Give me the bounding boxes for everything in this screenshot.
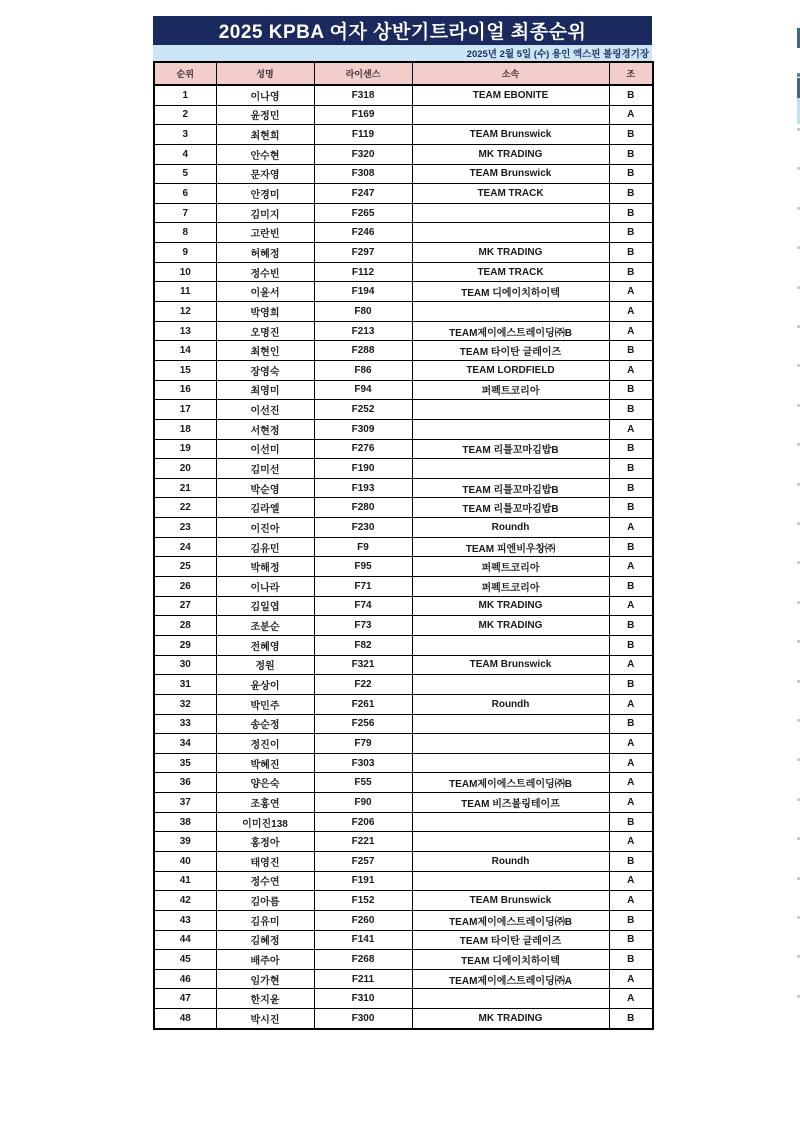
group-cell: B [609, 341, 653, 361]
table-row [154, 812, 653, 832]
name-cell: 이진아 [216, 518, 314, 538]
table-row [154, 498, 653, 518]
rank-cell: 42 [154, 891, 216, 911]
team-cell: TEAM Brunswick [412, 125, 609, 145]
team-cell: TEAM제이에스트레이딩㈜A [412, 969, 609, 989]
group-cell: B [609, 223, 653, 243]
team-cell: MK TRADING [412, 1009, 609, 1029]
name-cell: 허혜정 [216, 243, 314, 263]
group-cell: B [609, 243, 653, 263]
team-cell [412, 714, 609, 734]
license-cell: F119 [314, 125, 412, 145]
name-cell: 윤정민 [216, 105, 314, 125]
name-cell: 최영미 [216, 380, 314, 400]
rank-cell: 1 [154, 85, 216, 105]
team-cell: TEAM Brunswick [412, 891, 609, 911]
rank-cell: 29 [154, 635, 216, 655]
rank-cell: 16 [154, 380, 216, 400]
group-cell: A [609, 655, 653, 675]
license-cell: F276 [314, 439, 412, 459]
table-row [154, 518, 653, 538]
name-cell: 정수빈 [216, 262, 314, 282]
license-cell: F247 [314, 184, 412, 204]
rank-cell: 33 [154, 714, 216, 734]
license-cell: F260 [314, 910, 412, 930]
name-cell: 조분순 [216, 616, 314, 636]
name-cell: 전혜영 [216, 635, 314, 655]
rank-cell: 37 [154, 793, 216, 813]
group-cell: A [609, 321, 653, 341]
rank-cell: 8 [154, 223, 216, 243]
name-cell: 김라엘 [216, 498, 314, 518]
license-cell: F213 [314, 321, 412, 341]
license-cell: F280 [314, 498, 412, 518]
license-cell: F310 [314, 989, 412, 1009]
table-row [154, 1009, 653, 1029]
license-cell: F268 [314, 950, 412, 970]
rank-cell: 43 [154, 910, 216, 930]
rank-cell: 7 [154, 203, 216, 223]
rank-cell: 28 [154, 616, 216, 636]
team-cell [412, 675, 609, 695]
team-cell: TEAM TRACK [412, 184, 609, 204]
license-cell: F71 [314, 577, 412, 597]
name-cell: 태영진 [216, 851, 314, 871]
license-cell: F74 [314, 596, 412, 616]
rank-cell: 10 [154, 262, 216, 282]
name-cell: 서현정 [216, 419, 314, 439]
table-row [154, 616, 653, 636]
name-cell: 김미지 [216, 203, 314, 223]
table-row [154, 262, 653, 282]
license-cell: F193 [314, 478, 412, 498]
rank-cell: 21 [154, 478, 216, 498]
group-cell: A [609, 793, 653, 813]
rank-cell: 41 [154, 871, 216, 891]
group-cell: B [609, 537, 653, 557]
team-cell: TEAM 디에이치하이텍 [412, 950, 609, 970]
group-cell: A [609, 989, 653, 1009]
name-cell: 양은숙 [216, 773, 314, 793]
rank-cell: 30 [154, 655, 216, 675]
rank-cell: 18 [154, 419, 216, 439]
group-cell: A [609, 360, 653, 380]
name-cell: 조홍연 [216, 793, 314, 813]
name-cell: 안경미 [216, 184, 314, 204]
license-cell: F308 [314, 164, 412, 184]
header-team: 소속 [412, 62, 609, 85]
group-cell: A [609, 871, 653, 891]
rank-cell: 36 [154, 773, 216, 793]
team-cell: TEAM TRACK [412, 262, 609, 282]
license-cell: F261 [314, 694, 412, 714]
group-cell: B [609, 675, 653, 695]
group-cell: B [609, 400, 653, 420]
table-row [154, 655, 653, 675]
name-cell: 이윤서 [216, 282, 314, 302]
table-row [154, 714, 653, 734]
name-cell: 박혜진 [216, 753, 314, 773]
license-cell: F221 [314, 832, 412, 852]
license-cell: F300 [314, 1009, 412, 1029]
name-cell: 정진이 [216, 734, 314, 754]
group-cell: A [609, 557, 653, 577]
table-row [154, 753, 653, 773]
group-cell: B [609, 930, 653, 950]
group-cell: B [609, 577, 653, 597]
rank-cell: 11 [154, 282, 216, 302]
name-cell: 정수연 [216, 871, 314, 891]
group-cell: B [609, 164, 653, 184]
header-rank: 순위 [154, 62, 216, 85]
team-cell [412, 203, 609, 223]
license-cell: F230 [314, 518, 412, 538]
table-row [154, 675, 653, 695]
rank-cell: 4 [154, 144, 216, 164]
team-cell: TEAM 디에이치하이텍 [412, 282, 609, 302]
name-cell: 박영희 [216, 302, 314, 322]
group-cell: B [609, 910, 653, 930]
table-row [154, 380, 653, 400]
group-cell: A [609, 518, 653, 538]
table-row [154, 302, 653, 322]
team-cell [412, 459, 609, 479]
table-row [154, 360, 653, 380]
name-cell: 김아름 [216, 891, 314, 911]
team-cell: Roundh [412, 518, 609, 538]
table-row [154, 950, 653, 970]
group-cell: B [609, 85, 653, 105]
name-cell: 이선미 [216, 439, 314, 459]
table-row [154, 832, 653, 852]
license-cell: F95 [314, 557, 412, 577]
team-cell: MK TRADING [412, 616, 609, 636]
table-row [154, 85, 653, 105]
group-cell: A [609, 891, 653, 911]
group-cell: B [609, 1009, 653, 1029]
team-cell: 퍼펙트코리아 [412, 557, 609, 577]
name-cell: 윤상이 [216, 675, 314, 695]
team-cell: TEAM EBONITE [412, 85, 609, 105]
table-row [154, 341, 653, 361]
table-row [154, 164, 653, 184]
table-row [154, 930, 653, 950]
group-cell: B [609, 714, 653, 734]
table-row [154, 419, 653, 439]
license-cell: F318 [314, 85, 412, 105]
team-cell [412, 223, 609, 243]
team-cell: Roundh [412, 851, 609, 871]
table-row [154, 203, 653, 223]
name-cell: 송순정 [216, 714, 314, 734]
group-cell: B [609, 380, 653, 400]
name-cell: 이나라 [216, 577, 314, 597]
team-cell [412, 400, 609, 420]
license-cell: F321 [314, 655, 412, 675]
group-cell: A [609, 773, 653, 793]
header-name: 성명 [216, 62, 314, 85]
table-row [154, 439, 653, 459]
name-cell: 김혜정 [216, 930, 314, 950]
rank-cell: 40 [154, 851, 216, 871]
license-cell: F73 [314, 616, 412, 636]
license-cell: F256 [314, 714, 412, 734]
license-cell: F82 [314, 635, 412, 655]
rank-cell: 23 [154, 518, 216, 538]
group-cell: B [609, 459, 653, 479]
team-cell: Roundh [412, 694, 609, 714]
team-cell: TEAM 타이탄 글레이즈 [412, 930, 609, 950]
license-cell: F141 [314, 930, 412, 950]
team-cell [412, 419, 609, 439]
table-row [154, 596, 653, 616]
license-cell: F90 [314, 793, 412, 813]
rank-cell: 39 [154, 832, 216, 852]
name-cell: 이나영 [216, 85, 314, 105]
team-cell [412, 302, 609, 322]
group-cell: B [609, 439, 653, 459]
license-cell: F194 [314, 282, 412, 302]
group-cell: A [609, 282, 653, 302]
license-cell: F288 [314, 341, 412, 361]
table-row [154, 557, 653, 577]
table-row [154, 125, 653, 145]
name-cell: 박순영 [216, 478, 314, 498]
name-cell: 박시진 [216, 1009, 314, 1029]
rank-cell: 31 [154, 675, 216, 695]
rank-cell: 24 [154, 537, 216, 557]
rank-cell: 9 [154, 243, 216, 263]
team-cell: TEAM 비즈볼링테이프 [412, 793, 609, 813]
group-cell: B [609, 616, 653, 636]
header-group: 조 [609, 62, 653, 85]
team-cell: TEAM Brunswick [412, 164, 609, 184]
rank-cell: 3 [154, 125, 216, 145]
team-cell [412, 989, 609, 1009]
table-row [154, 144, 653, 164]
rank-cell: 38 [154, 812, 216, 832]
rank-cell: 26 [154, 577, 216, 597]
group-cell: B [609, 498, 653, 518]
header-row [154, 62, 653, 85]
table-row [154, 635, 653, 655]
team-cell [412, 832, 609, 852]
team-cell: TEAM제이에스트레이딩㈜B [412, 910, 609, 930]
rank-cell: 13 [154, 321, 216, 341]
table-row [154, 537, 653, 557]
license-cell: F80 [314, 302, 412, 322]
rank-cell: 6 [154, 184, 216, 204]
table-row [154, 969, 653, 989]
table-row [154, 694, 653, 714]
group-cell: A [609, 694, 653, 714]
table-row [154, 891, 653, 911]
group-cell: A [609, 419, 653, 439]
name-cell: 문자영 [216, 164, 314, 184]
table-row [154, 577, 653, 597]
name-cell: 홍정아 [216, 832, 314, 852]
name-cell: 장영숙 [216, 360, 314, 380]
license-cell: F257 [314, 851, 412, 871]
group-cell: B [609, 144, 653, 164]
name-cell: 최현인 [216, 341, 314, 361]
license-cell: F246 [314, 223, 412, 243]
group-cell: A [609, 969, 653, 989]
event-date-venue: 2025년 2월 5일 (수) 용인 엑스핀 볼링경기장 [466, 49, 649, 60]
rank-cell: 22 [154, 498, 216, 518]
rank-cell: 27 [154, 596, 216, 616]
name-cell: 최현희 [216, 125, 314, 145]
group-cell: A [609, 832, 653, 852]
rank-cell: 2 [154, 105, 216, 125]
table-row [154, 223, 653, 243]
rank-cell: 47 [154, 989, 216, 1009]
name-cell: 이미진138 [216, 812, 314, 832]
name-cell: 박민주 [216, 694, 314, 714]
team-cell: TEAM Brunswick [412, 655, 609, 675]
team-cell [412, 734, 609, 754]
team-cell: MK TRADING [412, 596, 609, 616]
license-cell: F265 [314, 203, 412, 223]
group-cell: B [609, 812, 653, 832]
license-cell: F79 [314, 734, 412, 754]
table-row [154, 851, 653, 871]
table-row [154, 321, 653, 341]
table-row [154, 773, 653, 793]
license-cell: F191 [314, 871, 412, 891]
group-cell: B [609, 950, 653, 970]
table-row [154, 871, 653, 891]
license-cell: F152 [314, 891, 412, 911]
rank-cell: 25 [154, 557, 216, 577]
rank-cell: 44 [154, 930, 216, 950]
page-title: 2025 KPBA 여자 상반기트라이얼 최종순위 [153, 16, 652, 45]
rank-cell: 15 [154, 360, 216, 380]
rank-cell: 34 [154, 734, 216, 754]
license-cell: F112 [314, 262, 412, 282]
team-cell: TEAM 피엔비우창㈜ [412, 537, 609, 557]
group-cell: B [609, 635, 653, 655]
group-cell: A [609, 302, 653, 322]
team-cell: TEAM제이에스트레이딩㈜B [412, 321, 609, 341]
group-cell: B [609, 125, 653, 145]
group-cell: A [609, 734, 653, 754]
table-row [154, 282, 653, 302]
table-row [154, 184, 653, 204]
name-cell: 한지윤 [216, 989, 314, 1009]
license-cell: F9 [314, 537, 412, 557]
rank-cell: 19 [154, 439, 216, 459]
team-cell: TEAM 타이탄 글레이즈 [412, 341, 609, 361]
name-cell: 박해정 [216, 557, 314, 577]
name-cell: 오명진 [216, 321, 314, 341]
name-cell: 정원 [216, 655, 314, 675]
name-cell: 안수현 [216, 144, 314, 164]
table-row [154, 459, 653, 479]
rank-cell: 32 [154, 694, 216, 714]
table-row [154, 734, 653, 754]
license-cell: F206 [314, 812, 412, 832]
license-cell: F86 [314, 360, 412, 380]
table-row [154, 910, 653, 930]
rank-cell: 35 [154, 753, 216, 773]
name-cell: 고란빈 [216, 223, 314, 243]
team-cell: MK TRADING [412, 144, 609, 164]
license-cell: F297 [314, 243, 412, 263]
name-cell: 이선진 [216, 400, 314, 420]
license-cell: F252 [314, 400, 412, 420]
table-row [154, 989, 653, 1009]
table-row [154, 793, 653, 813]
license-cell: F211 [314, 969, 412, 989]
license-cell: F55 [314, 773, 412, 793]
event-info-bar [153, 45, 652, 61]
name-cell: 김유미 [216, 910, 314, 930]
rank-cell: 20 [154, 459, 216, 479]
team-cell: TEAM 리틀꼬마김밥B [412, 439, 609, 459]
group-cell: B [609, 478, 653, 498]
team-cell: TEAM제이에스트레이딩㈜B [412, 773, 609, 793]
team-cell: 퍼펙트코리아 [412, 577, 609, 597]
rank-cell: 12 [154, 302, 216, 322]
license-cell: F22 [314, 675, 412, 695]
rank-cell: 45 [154, 950, 216, 970]
group-cell: B [609, 203, 653, 223]
group-cell: A [609, 596, 653, 616]
license-cell: F309 [314, 419, 412, 439]
group-cell: A [609, 105, 653, 125]
name-cell: 임가현 [216, 969, 314, 989]
team-cell: TEAM 리틀꼬마김밥B [412, 498, 609, 518]
group-cell: A [609, 753, 653, 773]
name-cell: 김일엽 [216, 596, 314, 616]
table-row [154, 400, 653, 420]
name-cell: 배주아 [216, 950, 314, 970]
team-cell: 퍼펙트코리아 [412, 380, 609, 400]
team-cell [412, 105, 609, 125]
table-row [154, 243, 653, 263]
rank-cell: 5 [154, 164, 216, 184]
rank-cell: 48 [154, 1009, 216, 1029]
team-cell: MK TRADING [412, 243, 609, 263]
rank-cell: 14 [154, 341, 216, 361]
name-cell: 김미선 [216, 459, 314, 479]
license-cell: F190 [314, 459, 412, 479]
team-cell: TEAM 리틀꼬마김밥B [412, 478, 609, 498]
license-cell: F303 [314, 753, 412, 773]
team-cell [412, 753, 609, 773]
table-row [154, 478, 653, 498]
rankings-table [153, 61, 654, 1030]
license-cell: F320 [314, 144, 412, 164]
table-header [154, 62, 653, 85]
name-cell: 김유민 [216, 537, 314, 557]
team-cell [412, 635, 609, 655]
group-cell: B [609, 262, 653, 282]
table-row [154, 105, 653, 125]
group-cell: B [609, 851, 653, 871]
group-cell: B [609, 184, 653, 204]
license-cell: F169 [314, 105, 412, 125]
team-cell [412, 812, 609, 832]
license-cell: F94 [314, 380, 412, 400]
rank-cell: 17 [154, 400, 216, 420]
team-cell: TEAM LORDFIELD [412, 360, 609, 380]
header-license: 라이센스 [314, 62, 412, 85]
team-cell [412, 871, 609, 891]
rank-cell: 46 [154, 969, 216, 989]
